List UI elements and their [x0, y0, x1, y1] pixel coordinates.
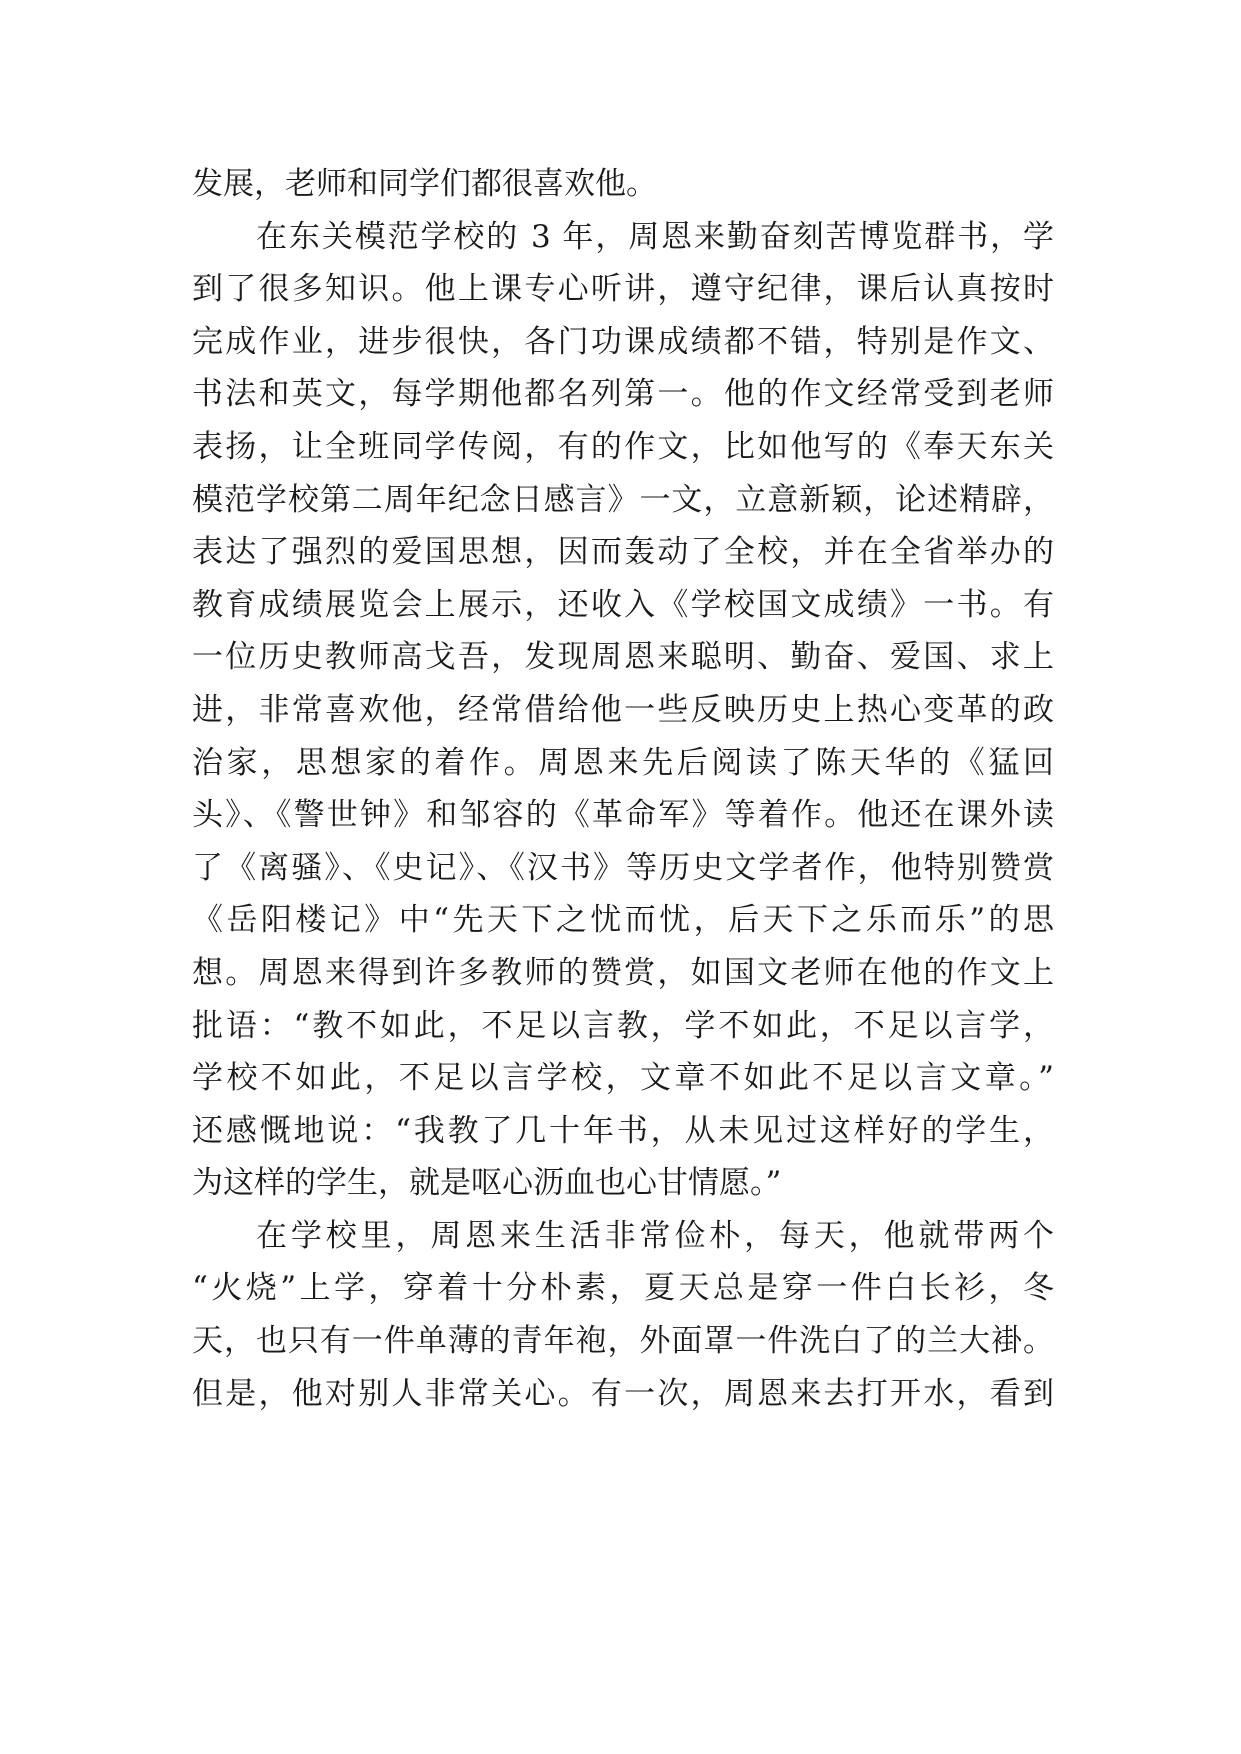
text-line: 书法和英文，每学期他都名列第一。他的作文经常受到老师	[192, 376, 1054, 413]
text-line: 完成作业，进步很快，各门功课成绩都不错，特别是作文、	[192, 323, 1054, 360]
text-line: 为这样的学生，就是呕心沥血也心甘情愿。”	[192, 1165, 782, 1202]
text-line: 想。周恩来得到许多教师的赞赏，如国文老师在他的作文上	[192, 954, 1054, 991]
text-line: 一位历史教师高戈吾，发现周恩来聪明、勤奋、爱国、求上	[192, 639, 1054, 676]
text-line: 治家，思想家的着作。周恩来先后阅读了陈天华的《猛回	[192, 744, 1054, 781]
text-line: 还感慨地说：“我教了几十年书，从未见过这样好的学生，	[192, 1112, 1054, 1149]
text-line: 到了很多知识。他上课专心听讲，遵守纪律，课后认真按时	[192, 271, 1054, 308]
text-line: 在东关模范学校的 3 年，周恩来勤奋刻苦博览群书，学	[256, 218, 1054, 255]
text-line: 教育成绩展览会上展示，还收入《学校国文成绩》一书。有	[192, 586, 1054, 623]
text-line: 但是，他对别人非常关心。有一次，周恩来去打开水，看到	[192, 1375, 1054, 1412]
text-line: 在学校里，周恩来生活非常俭朴，每天，他就带两个	[256, 1217, 1054, 1254]
text-line: 头》、《警世钟》和邹容的《革命军》等着作。他还在课外读	[192, 797, 1054, 834]
text-line: “火烧”上学，穿着十分朴素，夏天总是穿一件白长衫，冬	[192, 1270, 1054, 1307]
text-line: 发展，老师和同学们都很喜欢他。	[192, 166, 657, 202]
text-line: 进，非常喜欢他，经常借给他一些反映历史上热心变革的政	[192, 691, 1054, 728]
text-line: 学校不如此，不足以言学校，文章不如此不足以言文章。”	[192, 1060, 1054, 1097]
text-line: 天，也只有一件单薄的青年袍，外面罩一件洗白了的兰大褂。	[192, 1323, 1054, 1360]
text-line: 表达了强烈的爱国思想，因而轰动了全校，并在全省举办的	[192, 534, 1054, 571]
text-line: 批语：“教不如此，不足以言教，学不如此，不足以言学，	[192, 1007, 1054, 1044]
body-text	[192, 158, 1054, 1420]
text-line: 《岳阳楼记》中“先天下之忧而忧，后天下之乐而乐”的思	[192, 902, 1054, 939]
text-line: 表扬，让全班同学传阅，有的作文，比如他写的《奉天东关	[192, 428, 1054, 465]
text-line: 模范学校第二周年纪念日感言》一文，立意新颖，论述精辟，	[192, 481, 1054, 518]
text-line: 了《离骚》、《史记》、《汉书》等历史文学者作，他特别赞赏	[192, 849, 1054, 886]
